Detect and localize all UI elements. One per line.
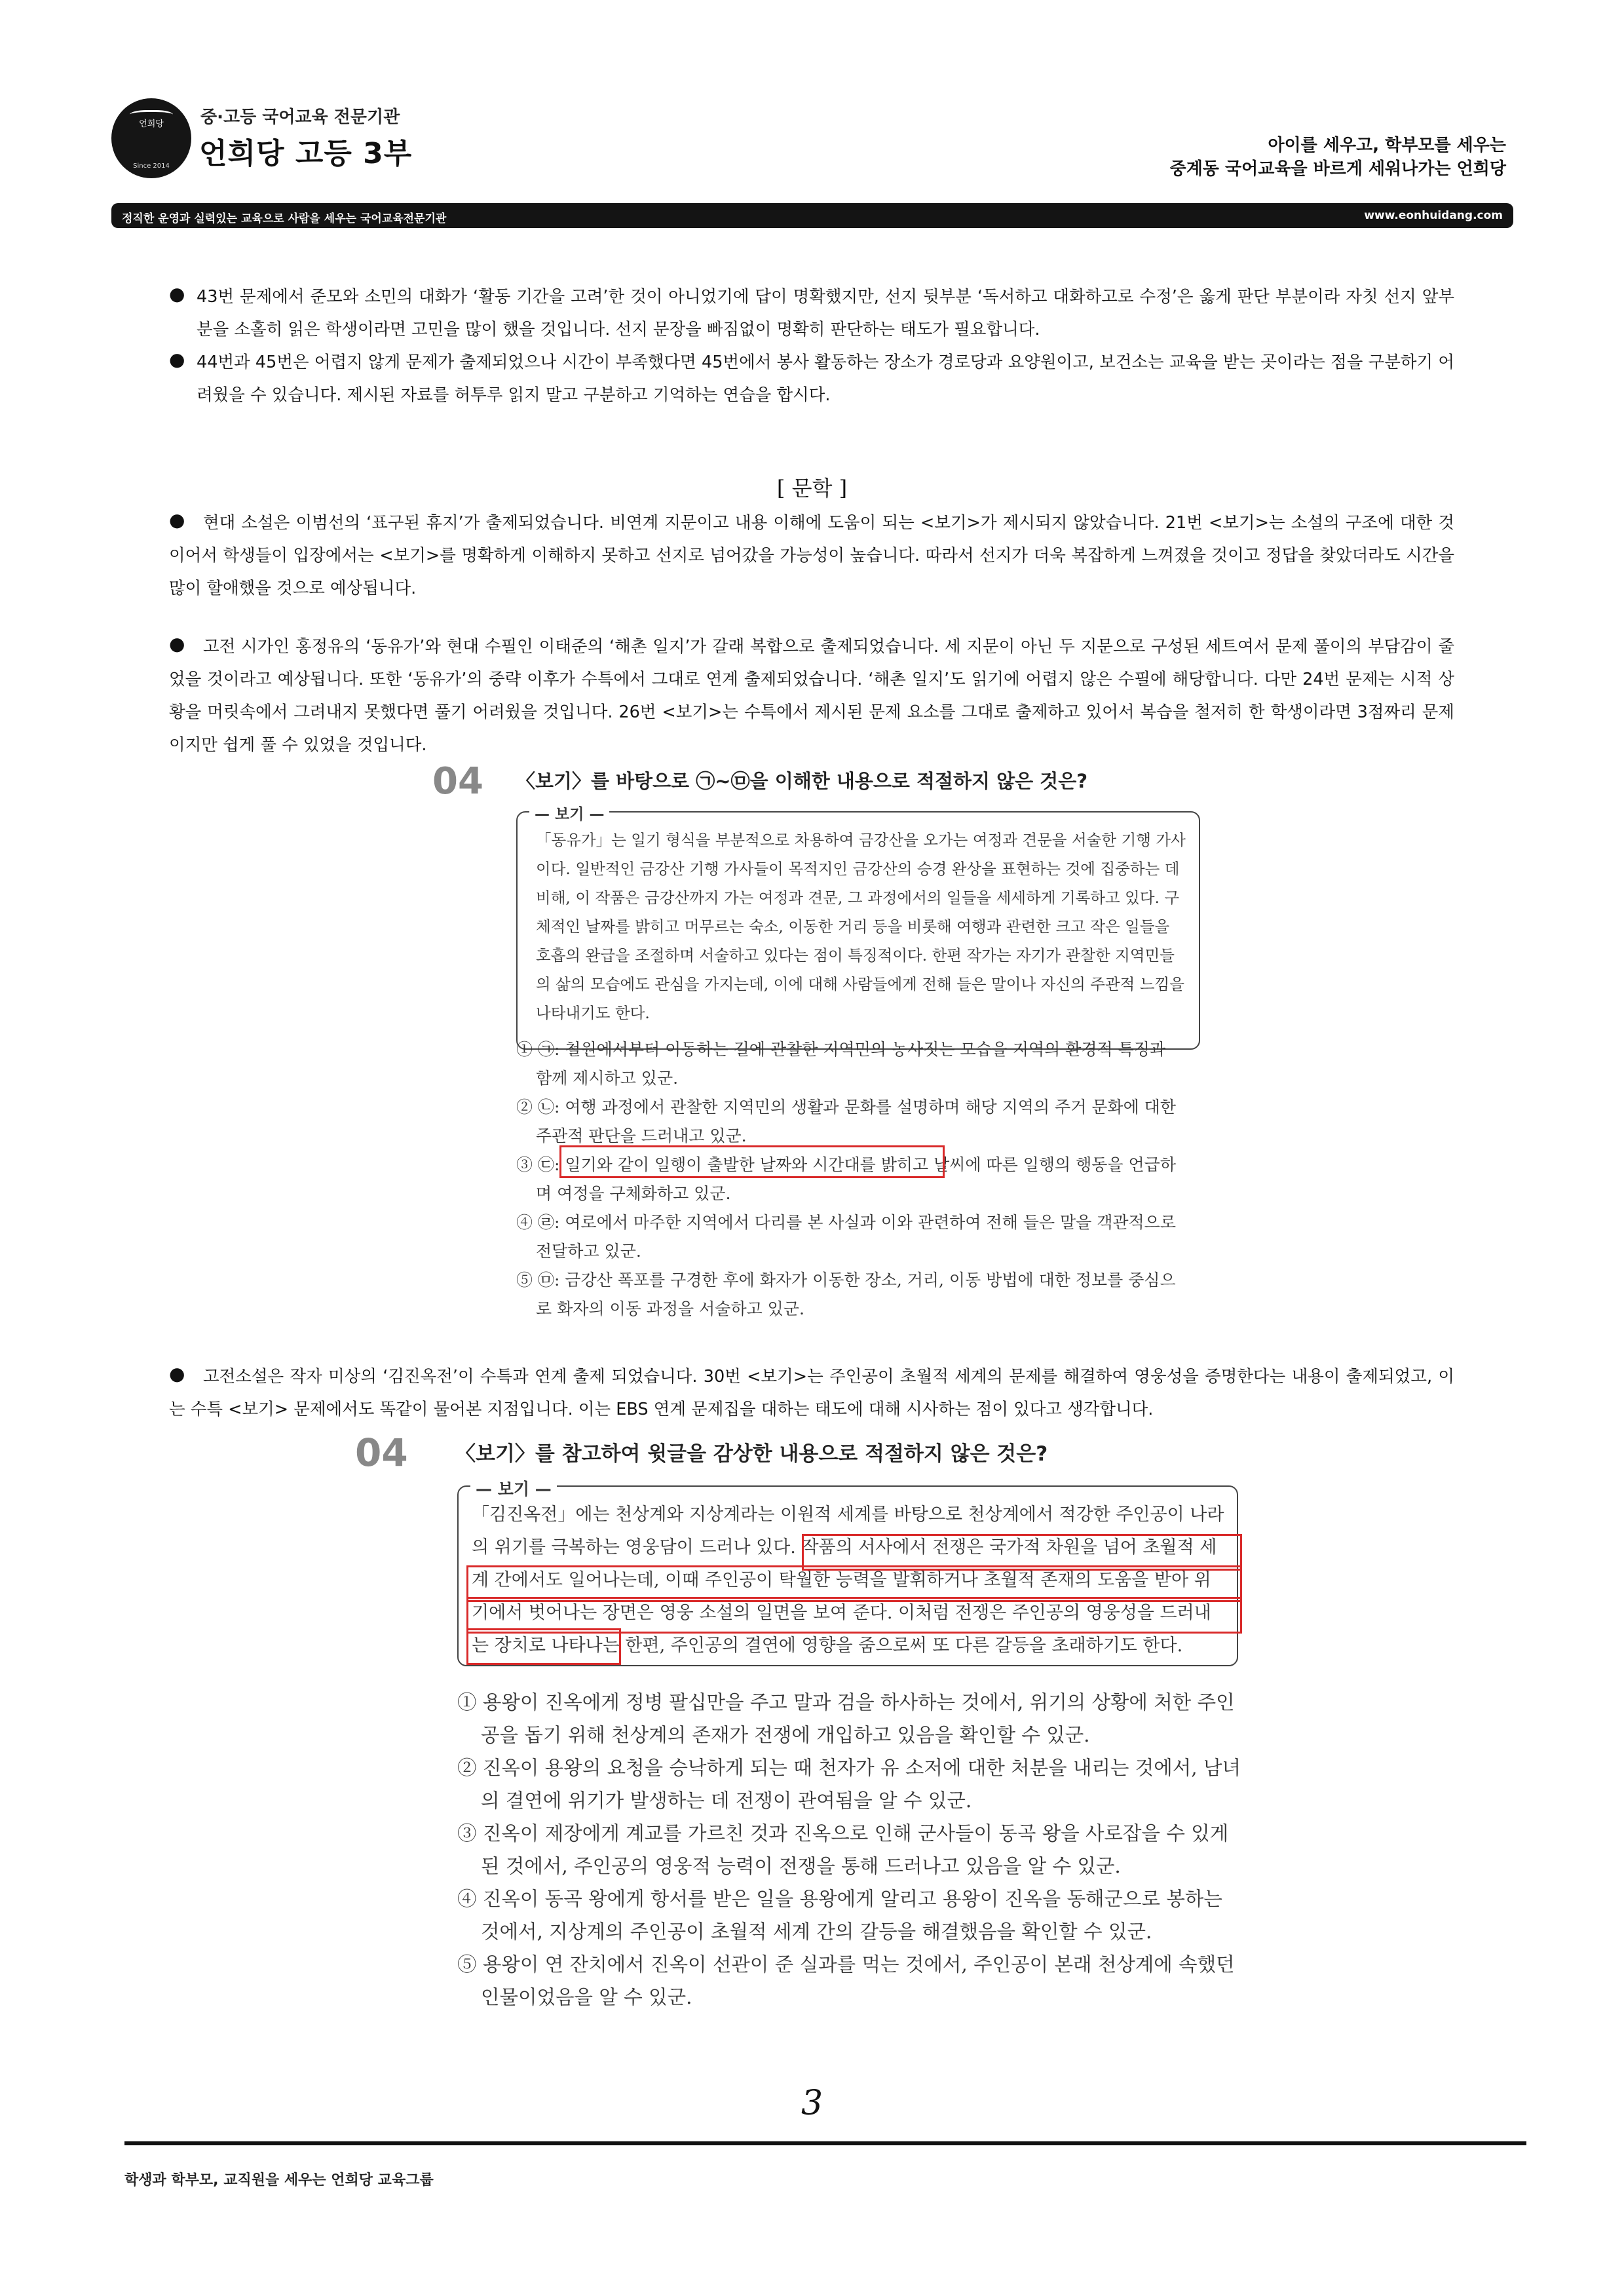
choice-line: 며 여정을 구체화하고 있군.: [536, 1184, 731, 1203]
choice-line: ② ㉡: 여행 과정에서 관찰한 지역민의 생활과 문화를 설명하며 해당 지역의 주거 문화에 대한: [516, 1098, 1176, 1117]
section-title-literature: [ 문학 ]: [776, 476, 848, 501]
question-2-number: 04: [355, 1430, 408, 1475]
question-1-bogi-label: — 보기 —: [529, 802, 609, 824]
bogi-line: 이다. 일반적인 금강산 기행 가사들이 목적지인 금강산의 승경 완상을 표현하는 것에 집중하는 데: [536, 860, 1180, 878]
question-1-number: 04: [432, 760, 483, 803]
question-1-image: [419, 754, 1218, 1324]
header-title: 언희당 고등 3부: [199, 137, 413, 170]
footer-divider: [124, 2141, 1526, 2145]
literature-paragraph-classic-poem: 고전 시가인 홍정유의 ‘동유가’와 현대 수필인 이태준의 ‘해촌 일지’가 갈래 복합으로 출제되었습니다. 세 지문이 아닌 두 지문으로 구성된 세트여서 문제 풀이의 부담감이 줄었을 것이라고 예상됩니다. 또한 ‘동유가’의 중략 이후가 수특에서 그대로 연계 출제되었습니다. ‘해촌 일지’도 읽기에 어렵지 않은 수필에 해당합니다. 다만 24번 문제는 시적 상황을 머릿속에서 그려내지 못했다면 풀기 어려웠을 것입니다. 26번 <보기>는 수특에서 제시된 문제 요소를 그대로 출제하고 있어서 복습을 철저히 한 학생이라면 3점짜리 문제이지만 쉽게 풀 수 있었을 것입니다.: [169, 637, 1454, 755]
question-2-bogi-label: — 보기 —: [470, 1476, 557, 1500]
bogi-line: 기에서 벗어나는 장면은 영웅 소설의 일면을 보여 준다. 이처럼 전쟁은 주인공의 영웅성을 드러내: [472, 1603, 1211, 1623]
bogi-line: 호흡의 완급을 조절하며 서술하고 있다는 점이 특징적이다. 한편 작가는 자기가 관찰한 지역민들: [536, 946, 1175, 965]
choice-line: 인물이었음을 알 수 있군.: [481, 1986, 692, 2008]
choice-line: ④ 진옥이 동곡 왕에게 항서를 받은 일을 용왕에게 알리고 용왕이 진옥을 동해군으로 봉하는: [457, 1888, 1222, 1910]
literature-paragraph-classic-novel: 고전소설은 작자 미상의 ‘김진옥전’이 수특과 연계 출제 되었습니다. 30번 <보기>는 주인공이 초월적 세계의 문제를 해결하여 영웅성을 증명한다는 내용이 출제되었고, 이는 수특 <보기> 문제에서도 똑같이 물어본 지점입니다. 이는 EBS 연계 문제집을 대하는 태도에 대해 시사하는 점이 있다고 생각합니다.: [169, 1367, 1454, 1419]
choice-line: ⑤ ㉤: 금강산 폭포를 구경한 후에 화자가 이동한 장소, 거리, 이동 방법에 대한 정보를 중심으: [516, 1271, 1176, 1290]
bogi-line: 는 장치로 나타나는 한편, 주인공의 결연에 영향을 줌으로써 또 다른 갈등을 초래하기도 한다.: [472, 1636, 1183, 1656]
header-slogan-line2: 중계동 국어교육을 바르게 세워나가는 언희당: [1169, 159, 1506, 179]
bullet-icon: ●: [169, 633, 185, 655]
question-1-bogi-text: [536, 826, 1191, 1027]
bullet-icon: ●: [169, 509, 185, 531]
choice-line: ① ㉠: 철원에서부터 이동하는 길에 관찰한 지역민의 농사짓는 모습을 지역의 환경적 특징과: [516, 1040, 1166, 1059]
header-slogan: [1170, 134, 1506, 181]
choice-line: 된 것에서, 주인공의 영웅적 능력이 전쟁을 통해 드러나고 있음을 알 수 있군.: [481, 1855, 1121, 1877]
intro-bullet-43: 43번 문제에서 준모와 소민의 대화가 ‘활동 기간을 고려’한 것이 아니었기에 답이 명확했지만, 선지 뒷부분 ‘독서하고 대화하고로 수정’은 옳게 판단 부분이라 자칫 선지 앞부분을 소홀히 읽은 학생이라면 고민을 많이 했을 것입니다. 선지 문장을 빠짐없이 명확히 판단하는 태도가 필요합니다.: [197, 287, 1454, 339]
question-1-choices: [516, 1035, 1211, 1324]
highlight-box: [559, 1145, 945, 1178]
choice-line: 로 화자의 이동 과정을 서술하고 있군.: [536, 1299, 804, 1318]
choice-line: ③ ㉢: 일기와 같이 일행이 출발한 날짜와 시간대를 밝히고 날씨에 따른 일행의 행동을 언급하: [516, 1155, 1176, 1174]
logo-text: 언희당: [139, 119, 164, 129]
choice-line: ① 용왕이 진옥에게 정병 팔십만을 주고 말과 검을 하사하는 것에서, 위기의 상황에 처한 주인: [457, 1691, 1235, 1713]
header-banner: [111, 203, 1513, 228]
footer-text: 학생과 학부모, 교직원을 세우는 언희당 교육그룹: [124, 2172, 434, 2189]
choice-line: ② 진옥이 용왕의 요청을 승낙하게 되는 때 천자가 유 소저에 대한 처분을 내리는 것에서, 남녀: [457, 1757, 1241, 1779]
question-2-title: 〈보기〉를 참고하여 윗글을 감상한 내용으로 적절하지 않은 것은?: [455, 1442, 1048, 1466]
bullet-icon: ●: [169, 349, 185, 370]
choice-line: 전달하고 있군.: [536, 1242, 641, 1261]
choice-line: ④ ㉣: 여로에서 마주한 지역에서 다리를 본 사실과 이와 관련하여 전해 들은 말을 객관적으로: [516, 1213, 1176, 1232]
bogi-line: 의 삶의 모습에도 관심을 가지는데, 이에 대해 사람들에게 전해 들은 말이나 자신의 주관적 느낌을: [536, 975, 1184, 993]
header-slogan-line1: 아이를 세우고, 학부모를 세우는: [1268, 136, 1506, 155]
bullet-icon: ●: [169, 1363, 185, 1385]
bogi-line: 의 위기를 극복하는 영웅담이 드러나 있다. 작품의 서사에서 전쟁은 국가적 차원을 넘어 초월적 세: [472, 1537, 1217, 1558]
academy-logo: [111, 98, 191, 178]
question-2-choices: [457, 1686, 1263, 2014]
choice-line: ⑤ 용왕이 연 잔치에서 진옥이 선관이 준 실과를 먹는 것에서, 주인공이 본래 천상계에 속했던: [457, 1953, 1235, 1976]
bogi-line: 「동유가」는 일기 형식을 부분적으로 차용하여 금강산을 오가는 여정과 견문을 서술한 기행 가사: [536, 831, 1186, 849]
intro-bullet-44-45: 44번과 45번은 어렵지 않게 문제가 출제되었으나 시간이 부족했다면 45번에서 봉사 활동하는 장소가 경로당과 요양원이고, 보건소는 교육을 받는 곳이라는 점을 구분하기 어려웠을 수 있습니다. 제시된 자료를 허투루 읽지 말고 구분하고 기억하는 연습을 합시다.: [197, 353, 1454, 405]
bogi-line: 계 간에서도 일어나는데, 이때 주인공이 탁월한 능력을 발휘하거나 초월적 존재의 도움을 받아 위: [472, 1570, 1211, 1590]
header-subtitle: 중·고등 국어교육 전문기관: [200, 107, 400, 127]
logo-year: Since 2014: [133, 163, 170, 170]
choice-line: 공을 돕기 위해 천상계의 존재가 전쟁에 개입하고 있음을 확인할 수 있군.: [481, 1724, 1090, 1746]
bogi-line: 「김진옥전」에는 천상계와 지상계라는 이원적 세계를 바탕으로 천상계에서 적강한 주인공이 나라: [472, 1504, 1224, 1525]
bogi-line: 나타내기도 한다.: [536, 1004, 650, 1022]
choice-line: 것에서, 지상계의 주인공이 초월적 세계 간의 갈등을 해결했음을 확인할 수 있군.: [481, 1921, 1152, 1943]
bogi-line: 비해, 이 작품은 금강산까지 가는 여정과 견문, 그 과정에서의 일들을 세세하게 기록하고 있다. 구: [536, 889, 1180, 907]
literature-paragraph-modern-novel: 현대 소설은 이범선의 ‘표구된 휴지’가 출제되었습니다. 비연계 지문이고 내용 이해에 도움이 되는 <보기>가 제시되지 않았습니다. 21번 <보기>는 소설의 구조에 대한 것이어서 학생들이 입장에서는 <보기>를 명확하게 이해하지 못하고 선지로 넘어갔을 가능성이 높습니다. 따라서 선지가 더욱 복잡하게 느껴졌을 것이고 정답을 찾았더라도 시간을 많이 할애했을 것으로 예상됩니다.: [169, 513, 1454, 598]
question-1-title: 〈보기〉를 바탕으로 ㉠~㉤을 이해한 내용으로 적절하지 않은 것은?: [516, 770, 1088, 792]
page-number: 3: [801, 2084, 823, 2123]
banner-tagline: 정직한 운영과 실력있는 교육으로 사람을 세우는 국어교육전문기관: [122, 212, 447, 225]
choice-line: 주관적 판단을 드러내고 있군.: [536, 1126, 747, 1145]
choice-line: 의 결연에 위기가 발생하는 데 전쟁이 관여됨을 알 수 있군.: [481, 1789, 972, 1812]
choice-line: ③ 진옥이 제장에게 계교를 가르친 것과 진옥으로 인해 군사들이 동곡 왕을 사로잡을 수 있게: [457, 1822, 1229, 1845]
banner-website-link[interactable]: www.eonhuidang.com: [1364, 209, 1503, 222]
bogi-line: 체적인 날짜를 밝히고 머무르는 숙소, 이동한 거리 등을 비롯해 여행과 관련한 크고 작은 일들을: [536, 917, 1170, 936]
highlight-box: [466, 1628, 621, 1665]
bullet-icon: ●: [169, 283, 185, 305]
choice-line: 함께 제시하고 있군.: [536, 1069, 679, 1088]
question-2-image: [347, 1425, 1277, 2015]
